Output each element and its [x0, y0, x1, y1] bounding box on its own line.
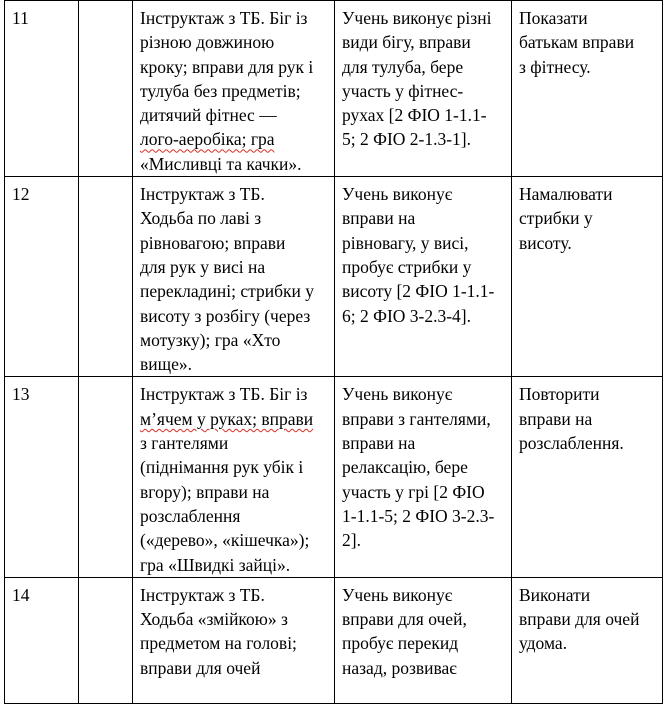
date-cell [79, 377, 133, 577]
result-line: пробує стрибки у [342, 256, 472, 277]
result-line: релаксацію, бере [342, 457, 468, 478]
homework-cell [512, 177, 663, 377]
result-line: Учень виконує [342, 184, 453, 205]
content-line: для рук у висі на [140, 256, 266, 277]
content-line: розслаблення [140, 505, 241, 526]
homework-cell [512, 577, 663, 703]
result-line: участь у фітнес- [342, 80, 464, 101]
lesson-number: 14 [12, 584, 30, 605]
result-line: рівновагу, у висі, [342, 232, 469, 253]
result-line: назад, розвиває [342, 657, 457, 678]
content-line: «Мисливці та качки». [140, 153, 302, 174]
lesson-content-cell [133, 1, 335, 177]
lesson-number-cell [5, 177, 79, 377]
content-line: Інструктаж з ТБ. Біг із [140, 8, 308, 28]
result-line: вправи з гантелями, [342, 408, 491, 429]
homework-line: висоту. [519, 232, 572, 253]
result-line: Учень виконує різні [342, 8, 492, 28]
result-line: висоту [2 ФІО 1-1.1- [342, 281, 495, 302]
content-line: вправи для очей [140, 657, 261, 678]
content-line: гра «Швидкі зайці». [140, 554, 291, 575]
result-line: вправи на [342, 208, 416, 229]
content-line: м’ячем у руках; вправи [140, 408, 314, 429]
date-cell [79, 1, 133, 177]
result-line: вправи на [342, 433, 416, 454]
lesson-content-cell [133, 377, 335, 577]
homework-cell [512, 1, 663, 177]
table-row [5, 377, 663, 577]
result-line: пробує перекид [342, 633, 459, 654]
expected-result-cell [335, 377, 512, 577]
content-line: мотузку); гра «Хто [140, 329, 281, 350]
content-line: різною довжиною [140, 32, 275, 53]
content-line: висоту з розбігу (через [140, 305, 311, 326]
content-line: вище». [140, 354, 192, 375]
content-line: вгору); вправи на [140, 481, 270, 502]
homework-line: розслаблення. [519, 433, 624, 454]
homework-line: вправи на [519, 408, 593, 429]
content-line: з гантелями [140, 433, 229, 454]
homework-line: Намалювати [519, 184, 613, 205]
homework-line: стрибки у [519, 208, 593, 229]
result-line: 6; 2 ФІО 3-2.3-4]. [342, 305, 472, 326]
homework-line: Повторити [519, 384, 600, 405]
content-line: Ходьба «змійкою» з [140, 609, 288, 630]
homework-line: Виконати [519, 584, 591, 605]
lesson-number-cell [5, 377, 79, 577]
homework-line: батькам вправи [519, 32, 635, 53]
table-row [5, 1, 663, 177]
result-line: рухах [2 ФІО 1-1.1- [342, 105, 487, 126]
expected-result-cell [335, 177, 512, 377]
content-line: Інструктаж з ТБ. Біг із [140, 384, 308, 405]
result-line: 2]. [342, 530, 361, 551]
content-line: Ходьба по лаві з [140, 208, 262, 229]
lesson-plan-table [4, 0, 663, 704]
homework-line: удома. [519, 633, 568, 654]
expected-result-cell [335, 577, 512, 703]
content-line: кроку; вправи для рук і [140, 56, 314, 77]
lesson-content-cell [133, 577, 335, 703]
content-line: дитячий фітнес — [140, 105, 277, 126]
content-line: перекладині; стрибки у [140, 281, 315, 302]
content-line: («дерево», «кішечка»); [140, 530, 310, 551]
expected-result-cell [335, 1, 512, 177]
lesson-content-cell [133, 177, 335, 377]
date-cell [79, 577, 133, 703]
content-line: (піднімання рук убік і [140, 457, 304, 478]
content-line: Інструктаж з ТБ. [140, 184, 265, 205]
result-line: види бігу, вправи [342, 32, 471, 53]
result-line: Учень виконує [342, 384, 453, 405]
homework-cell [512, 377, 663, 577]
homework-line: вправи для очей [519, 609, 640, 630]
result-line: для тулуба, бере [342, 56, 464, 77]
lesson-number: 13 [12, 384, 30, 405]
result-line: Учень виконує [342, 584, 453, 605]
lesson-number: 12 [12, 184, 30, 205]
lesson-number-cell [5, 1, 79, 177]
result-line: вправи для очей, [342, 609, 467, 630]
content-line: лого-аеробіка; гра [140, 129, 275, 150]
result-line: 5; 2 ФІО 2-1.3-1]. [342, 129, 472, 150]
result-line: 1-1.1-5; 2 ФІО 3-2.3- [342, 505, 495, 526]
lesson-number-cell [5, 577, 79, 703]
content-line: предметом на голові; [140, 633, 297, 654]
content-line: Інструктаж з ТБ. [140, 584, 265, 605]
date-cell [79, 177, 133, 377]
lesson-number: 11 [12, 8, 29, 28]
result-line: участь у грі [2 ФІО [342, 481, 485, 502]
table-row [5, 577, 663, 703]
table-row [5, 177, 663, 377]
homework-line: з фітнесу. [519, 56, 591, 77]
content-line: рівновагою; вправи [140, 232, 286, 253]
content-line: тулуба без предметів; [140, 80, 301, 101]
homework-line: Показати [519, 8, 588, 28]
